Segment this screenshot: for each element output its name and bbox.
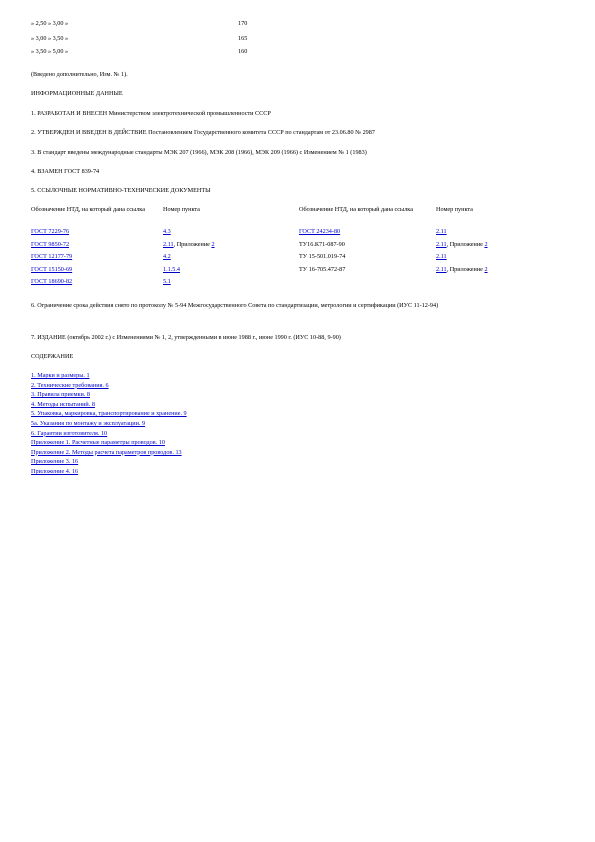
info-item-2: 2. УТВЕРЖДЕН И ВВЕДЕН В ДЕЙСТВИЕ Постановлением Государственного комитета СССР по стандартам от 23.06.80 № 2987 bbox=[31, 129, 375, 136]
table-row bbox=[31, 20, 68, 28]
toc-link[interactable]: 2. Технические требования. 6 bbox=[31, 381, 109, 389]
column-header-doc: Обозначение НТД, на который дана ссылка bbox=[299, 206, 413, 213]
toc-link[interactable]: Приложение 1. Расчетные параметры проводов. 10 bbox=[31, 439, 165, 447]
references-table bbox=[31, 206, 566, 291]
appendix-link[interactable]: 2 bbox=[484, 240, 488, 248]
item-link[interactable]: 2.11 bbox=[436, 253, 447, 261]
item-link[interactable]: 5.1 bbox=[163, 278, 171, 286]
doc-link[interactable]: ГОСТ 7229-76 bbox=[31, 228, 70, 235]
doc-link[interactable]: ГОСТ 18690-82 bbox=[31, 278, 73, 286]
table-row bbox=[31, 278, 566, 291]
info-heading: ИНФОРМАЦИОННЫЕ ДАННЫЕ bbox=[31, 90, 123, 97]
doc-link[interactable]: ГОСТ 12177-79 bbox=[31, 253, 73, 261]
table-row bbox=[31, 266, 566, 279]
table-of-contents bbox=[31, 372, 187, 478]
item-link[interactable]: 2.11 bbox=[163, 240, 174, 248]
doc-link[interactable]: ГОСТ 24234-80 bbox=[299, 228, 341, 235]
item-link[interactable]: 2.11 bbox=[436, 228, 447, 235]
info-item-4: 4. ВЗАМЕН ГОСТ 839-74 bbox=[31, 168, 100, 175]
table-row bbox=[31, 241, 566, 254]
column-header-item: Номер пункта bbox=[163, 206, 200, 213]
doc-link[interactable]: ГОСТ 9850-72 bbox=[31, 240, 70, 248]
appendix-link[interactable]: 2 bbox=[484, 265, 488, 273]
info-item-3: 3. В стандарт введены международные стандарты МЭК 207 (1966), МЭК 208 (1966), МЭК 209 (1966) с Изменением № 1 (1983) bbox=[31, 149, 367, 156]
row-label: » 3,00 » 3,50 » bbox=[31, 35, 69, 42]
doc-text: ТУ 15-501.019-74 bbox=[299, 253, 346, 261]
toc-link[interactable]: 3. Правила приемки. 8 bbox=[31, 391, 90, 399]
amendment-note: (Введено дополнительно, Изм. № 1). bbox=[31, 71, 128, 78]
column-header-doc: Обозначение НТД, на который дана ссылка bbox=[31, 206, 145, 213]
table-row bbox=[31, 228, 566, 241]
appendix-label: , Приложение bbox=[446, 265, 485, 273]
info-item-5: 5. ССЫЛОЧНЫЕ НОРМАТИВНО-ТЕХНИЧЕСКИЕ ДОКУМЕНТЫ bbox=[31, 187, 211, 194]
toc-link[interactable]: 5. Упаковка, маркировка, транспортирование и хранение. 9 bbox=[31, 410, 187, 418]
toc-link[interactable]: 4. Методы испытаний. 8 bbox=[31, 400, 95, 408]
item-link[interactable]: 2.11 bbox=[436, 265, 447, 273]
info-item-7: 7. ИЗДАНИЕ (октябрь 2002 г.) с Изменениями № 1, 2, утвержденными в июне 1988 г., июне 1990 г. (ИУС 10-88, 9-90) bbox=[31, 334, 341, 341]
info-item-6: 6. Ограничение срока действия снято по протоколу № 5-94 Межгосударственного Совета по стандартизации, метрологии и сертификации (ИУС 11-12-94) bbox=[31, 302, 439, 309]
toc-link[interactable]: 5а. Указания по монтажу и эксплуатации. 9 bbox=[31, 419, 146, 427]
toc-link[interactable]: Приложение 4. 16 bbox=[31, 467, 79, 475]
item-link[interactable]: 4.3 bbox=[163, 228, 171, 235]
table-row bbox=[31, 48, 68, 56]
toc-link[interactable]: Приложение 3. 16 bbox=[31, 458, 79, 466]
contents-heading: СОДЕРЖАНИЕ bbox=[31, 353, 74, 360]
item-link[interactable]: 1.1.5.4 bbox=[163, 265, 181, 273]
row-label: » 3,50 » 5,00 » bbox=[31, 48, 69, 55]
table-row bbox=[31, 253, 566, 266]
table-row bbox=[31, 35, 68, 43]
info-item-1: 1. РАЗРАБОТАН И ВНЕСЕН Министерством электротехнической промышленности СССР bbox=[31, 110, 271, 117]
appendix-label: , Приложение bbox=[446, 240, 485, 248]
column-header-item: Номер пункта bbox=[436, 206, 473, 213]
row-value: 170 bbox=[238, 20, 248, 27]
row-label: » 2,50 » 3,00 » bbox=[31, 20, 69, 27]
row-value: 160 bbox=[238, 48, 248, 55]
row-value: 165 bbox=[238, 35, 248, 42]
appendix-label: , Приложение bbox=[173, 240, 212, 248]
doc-text: ТУ16.К71-087-90 bbox=[299, 240, 345, 248]
doc-link[interactable]: ГОСТ 15150-69 bbox=[31, 265, 73, 273]
table-header-row bbox=[31, 206, 566, 228]
item-link[interactable]: 4.2 bbox=[163, 253, 171, 261]
toc-link[interactable]: Приложение 2. Методы расчета параметров проводов. 13 bbox=[31, 448, 182, 456]
item-link[interactable]: 2.11 bbox=[436, 240, 447, 248]
toc-link[interactable]: 6. Гарантии изготовителя. 10 bbox=[31, 429, 108, 437]
toc-link[interactable]: 1. Марки и размеры. 1 bbox=[31, 372, 90, 379]
appendix-link[interactable]: 2 bbox=[211, 240, 215, 248]
doc-text: ТУ 16-705.472-87 bbox=[299, 265, 346, 273]
